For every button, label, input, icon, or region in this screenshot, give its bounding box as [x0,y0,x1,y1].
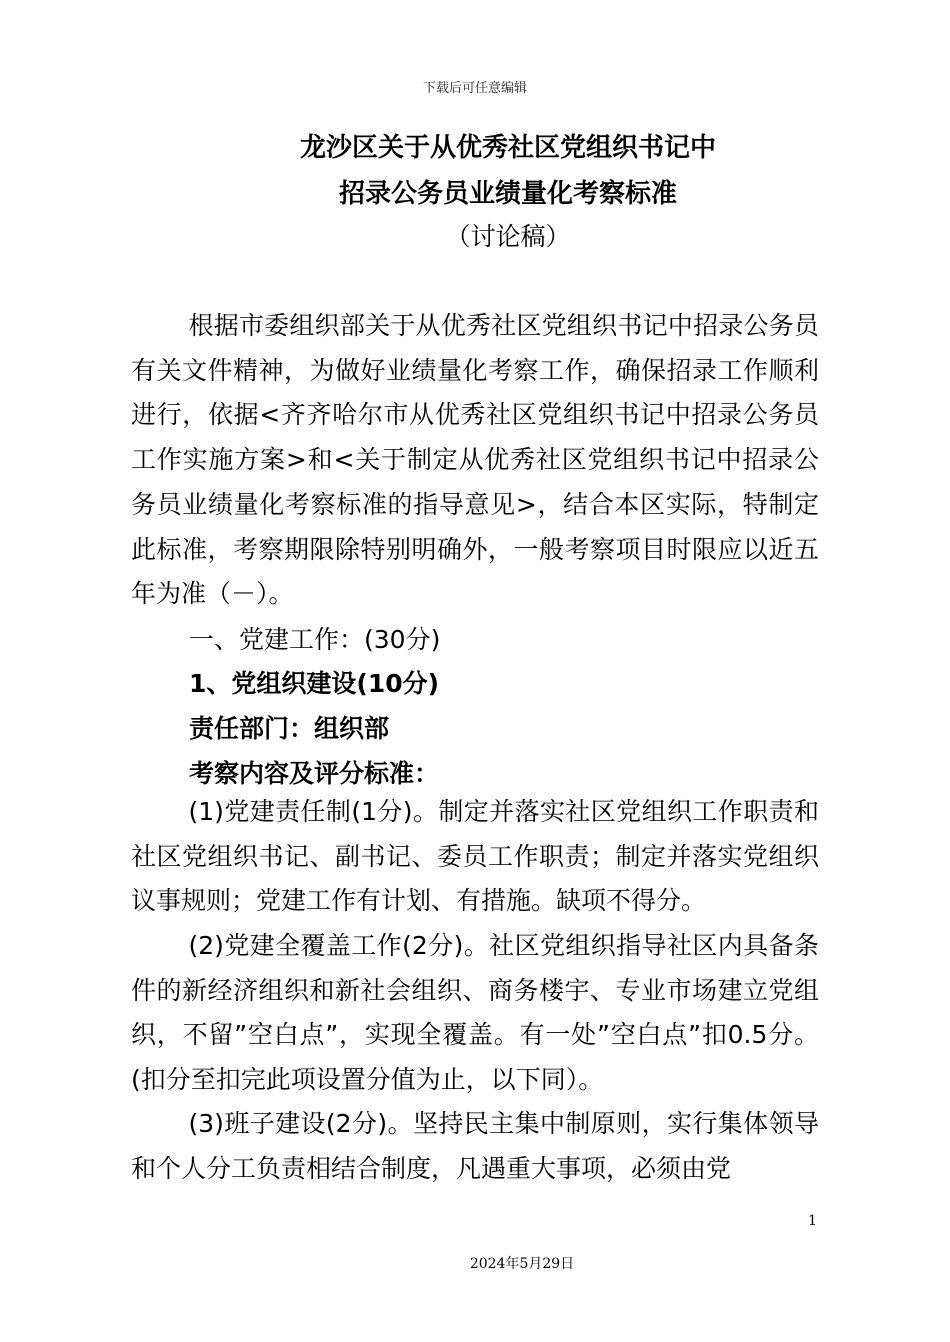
footer-date: 2024年5月29日 [469,1256,575,1272]
criteria-2-block [131,924,819,1103]
criteria-3-paragraph: (3)班子建设(2分)。坚持民主集中制原则，实行集体领导和个人分工负责相结合制度，凡遇重大事项，必须由党 [131,1109,819,1183]
document-subtitle: （讨论稿） [445,222,571,251]
item-one-heading: 1、党组织建设(10分) [189,669,440,698]
intro-paragraph: 根据市委组织部关于从优秀社区党组织书记中招录公务员有关文件精神，为做好业绩量化考察工作，确保招录工作顺利进行，依据<齐齐哈尔市从优秀社区党组织书记中招录公务员工作实施方案>和<关于制定从优秀社区党组织书记中招录公务员业绩量化考察标准的指导意见>，结合本区实际，特制定此标准，考察期限除特别明确外，一般考察项目时限应以近五年为准（－）。 [131,311,819,609]
document-title-line-1: 龙沙区关于从优秀社区党组织书记中 [299,133,716,163]
responsible-department: 责任部门：组织部 [189,714,390,743]
criteria-2-paragraph: (2)党建全覆盖工作(2分)。社区党组织指导社区内具备条件的新经济组织和新社会组织、商务楼宇、专业市场建立党组织，不留”空白点”，实现全覆盖。有一处”空白点”扣0.5分。(扣分至扣完此项设置分值为止，以下同）。 [131,931,819,1095]
page-number: 1 [808,1213,817,1229]
criteria-heading: 考察内容及评分标准： [189,759,440,788]
document-title-line-2: 招录公务员业绩量化考察标准 [338,179,677,209]
criteria-3-block [131,1102,819,1191]
header-note: 下载后可任意编辑 [422,81,527,96]
section-one-heading: 一、党建工作：(30分) [189,625,441,654]
criteria-1-paragraph: (1)党建责任制(1分)。制定并落实社区党组织工作职责和社区党组织书记、副书记、委员工作职责；制定并落实党组织议事规则；党建工作有计划、有措施。缺项不得分。 [131,797,819,916]
criteria-1-block [131,790,819,924]
intro-paragraph-block [131,304,819,617]
